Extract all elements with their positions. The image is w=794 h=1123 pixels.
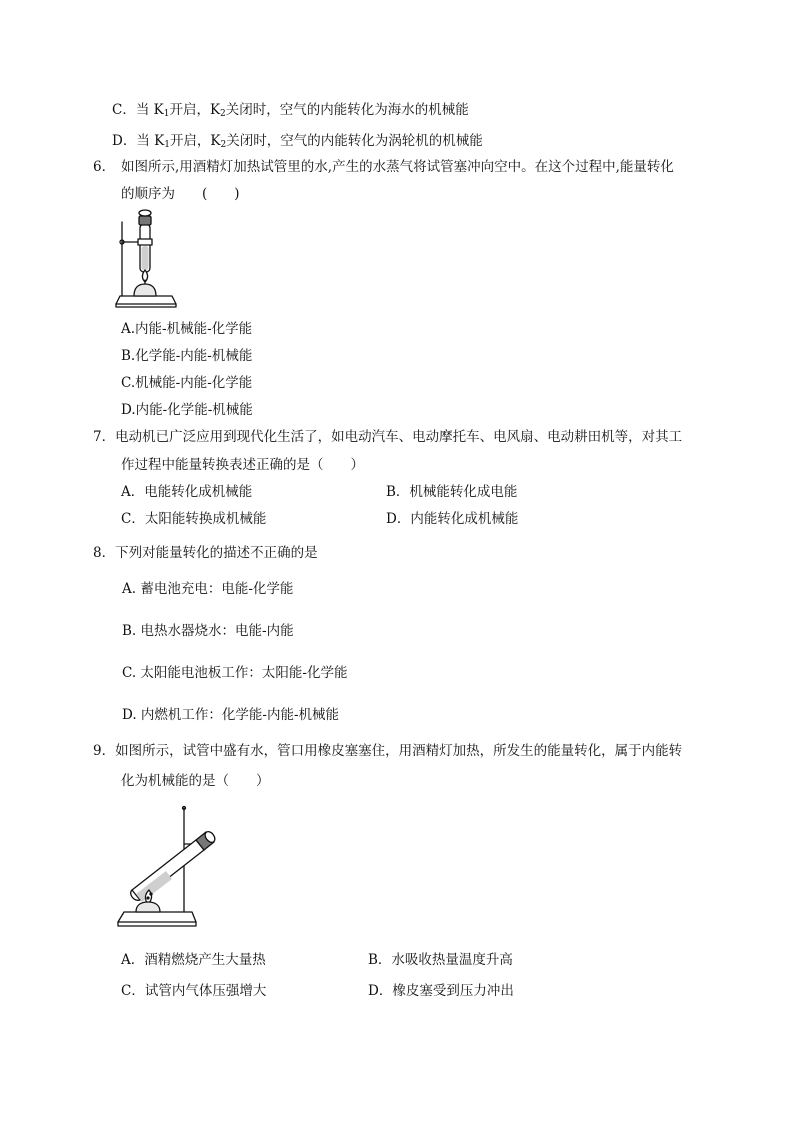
q9-stem-line1: 9．如图所示，试管中盛有水，管口用橡皮塞塞住，用酒精灯加热，所发生的能量转化，属于内能转 [93, 743, 683, 759]
q7-option-b: B．机械能转化成电能 [386, 484, 518, 500]
q6-option-a: A.内能-机械能-化学能 [121, 321, 253, 337]
q5-option-c-sub1: 1 [163, 109, 170, 119]
q5-option-c [112, 101, 469, 123]
q5-option-c-text2: 开启，K [169, 102, 221, 118]
q7-option-c: C．太阳能转换成机械能 [121, 511, 267, 527]
q8-option-a: A. 蓄电池充电：电能-化学能 [122, 581, 294, 597]
q6-figure-test-tube-heating [112, 206, 182, 312]
q6-stem-line2: 的顺序为 ( ) [121, 186, 240, 202]
q8-option-d: D. 内燃机工作：化学能-内能-机械能 [122, 707, 340, 723]
q5-option-c-text1: C．当 K [112, 102, 164, 118]
q6-option-c: C.机械能-内能-化学能 [121, 375, 253, 391]
q9-option-b: B．水吸收热量温度升高 [368, 952, 513, 968]
q9-option-a: A．酒精燃烧产生大量热 [121, 952, 266, 968]
q5-option-d-sub1: 1 [164, 140, 170, 150]
q7-option-d: D．内能转化成机械能 [386, 511, 519, 527]
q8-stem: 8．下列对能量转化的描述不正确的是 [93, 545, 318, 561]
q8-option-c: C. 太阳能电池板工作：太阳能-化学能 [122, 665, 348, 681]
q5-option-d-text3: 关闭时，空气的内能转化为涡轮机的机械能 [226, 133, 483, 149]
q9-stem-line2: 化为机械能的是（ ） [121, 773, 270, 789]
q5-option-c-text3: 关闭时，空气的内能转化为海水的机械能 [225, 102, 469, 118]
q7-stem-line2: 作过程中能量转换表述正确的是（ ） [121, 457, 364, 473]
q8-option-b: B. 电热水器烧水：电能-内能 [122, 623, 294, 639]
q5-option-c-sub2: 2 [220, 109, 226, 119]
q7-option-a: A．电能转化成机械能 [121, 484, 253, 500]
q5-option-d-sub2: 2 [220, 140, 227, 150]
q6-number: 6． [93, 159, 116, 175]
q9-figure-tilted-tube-heating [114, 804, 220, 932]
q5-option-d-text2: 开启，K [169, 133, 221, 149]
q9-option-d: D．橡皮塞受到压力冲出 [368, 983, 514, 999]
q5-option-d-text1: D．当 K [112, 133, 165, 149]
q6-option-d: D.内能-化学能-机械能 [121, 402, 253, 418]
q7-stem-line1: 7．电动机已广泛应用到现代化生活了，如电动汽车、电动摩托车、电风扇、电动耕田机等，对其工 [93, 429, 683, 445]
q6-option-b: B.化学能-内能-机械能 [121, 348, 253, 364]
q5-option-d [112, 132, 483, 154]
q9-option-c: C．试管内气体压强增大 [121, 983, 267, 999]
q6-stem-line1: 如图所示,用酒精灯加热试管里的水,产生的水蒸气将试管塞冲向空中。在这个过程中,能量转化 [121, 159, 674, 175]
